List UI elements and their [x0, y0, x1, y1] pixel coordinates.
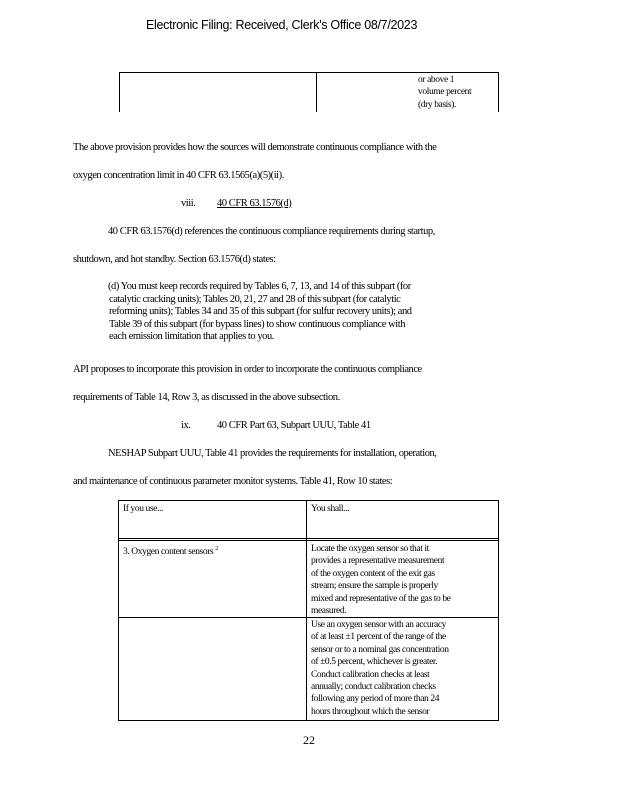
top-cell-line: (dry basis). — [418, 99, 456, 110]
quote-line: each emission limitation that applies to you. — [109, 331, 274, 343]
row1-requirement-line: Locate the oxygen sensor so that it — [311, 544, 429, 554]
block-quote — [108, 281, 412, 344]
row1-footnote-marker: 2 — [215, 546, 218, 552]
row2-requirement-line: following any period of more than 24 — [311, 694, 440, 705]
table41-row1-col1 — [123, 543, 218, 559]
table41-header-double — [118, 540, 499, 541]
row2-requirement-line: hours throughout which the sensor — [311, 706, 430, 717]
heading-viii-number: viii. — [181, 198, 196, 209]
quote-line: Table 39 of this subpart (for bypass lines) to show continuous compliance with — [109, 318, 406, 330]
row1-requirement-line: measured. — [311, 606, 347, 617]
row1-requirement-line: mixed and representative of the gas to be — [311, 593, 451, 604]
top-table-left-border — [119, 72, 120, 112]
table41-right-border — [498, 500, 499, 721]
row1-requirement-line: provides a representative measurement — [311, 556, 445, 567]
row2-requirement-line: sensor or to a nominal gas concentration — [311, 644, 449, 655]
table41-row2-col2 — [311, 619, 449, 718]
filing-header: Electronic Filing: Received, Clerk's Office 08/7/2023 — [146, 18, 418, 32]
para4-line1: NESHAP Subpart UUU, Table 41 provides the requirements for installation, operation, — [108, 448, 437, 459]
quote-line: catalytic cracking units); Tables 20, 21, 27 and 28 of this subpart (for catalytic — [109, 293, 401, 305]
row2-requirement-line: of ±0.5 percent, whichever is greater. — [311, 657, 438, 668]
top-table-cell — [418, 74, 471, 111]
top-table-right-border — [498, 72, 499, 112]
row2-requirement-line: annually; conduct calibration checks — [311, 682, 436, 693]
para3-line1: API proposes to incorporate this provision in order to incorporate the continuous compliance — [73, 364, 422, 375]
table41-header-bottom — [118, 538, 499, 539]
para1-line2: oxygen concentration limit in 40 CFR 63.1565(a)(5)(ii). — [73, 170, 284, 181]
top-cell-line: volume percent — [418, 87, 472, 98]
para2-line2: shutdown, and hot standby. Section 63.1576(d) states: — [73, 254, 276, 265]
para2-line1: 40 CFR 63.1576(d) references the continuous compliance requirements during startup, — [108, 226, 435, 237]
row1-sensor-label: 3. Oxygen content sensors — [123, 547, 214, 558]
page-number: 22 — [303, 733, 315, 747]
quote-line: (d) You must keep records required by Tables 6, 7, 13, and 14 of this subpart (for — [108, 281, 411, 292]
table41-mid-border — [306, 500, 307, 721]
quote-line: reforming units); Tables 34 and 35 of this subpart (for sulfur recovery units); and — [109, 306, 412, 318]
para3-line2: requirements of Table 14, Row 3, as discussed in the above subsection. — [73, 392, 340, 403]
heading-ix-number: ix. — [181, 420, 191, 431]
row1-requirement-line: of the oxygen content of the exit gas — [311, 568, 435, 579]
heading-viii-title: 40 CFR 63.1576(d) — [217, 198, 292, 209]
heading-ix-title: 40 CFR Part 63, Subpart UUU, Table 41 — [217, 420, 371, 431]
table41-row1-col2 — [311, 543, 451, 617]
top-table-top-border — [119, 72, 499, 73]
top-table-mid-border — [316, 72, 317, 112]
table41-bottom-border — [118, 720, 499, 721]
table41-col2-header: You shall... — [311, 504, 350, 514]
table41-top-border — [118, 500, 499, 501]
para4-line2: and maintenance of continuous parameter monitor systems. Table 41, Row 10 states: — [73, 476, 393, 487]
para1-line1: The above provision provides how the sources will demonstrate continuous compliance with the — [73, 142, 437, 153]
table41-col1-header: If you use... — [123, 504, 163, 514]
row1-requirement-line: stream; ensure the sample is properly — [311, 581, 438, 592]
top-cell-line: or above 1 — [418, 75, 455, 85]
table41-left-border — [118, 500, 119, 721]
row2-requirement-line: Use an oxygen sensor with an accuracy — [311, 620, 447, 630]
row2-requirement-line: of at least ±1 percent of the range of the — [311, 632, 446, 643]
row2-requirement-line: Conduct calibration checks at least — [311, 669, 430, 680]
